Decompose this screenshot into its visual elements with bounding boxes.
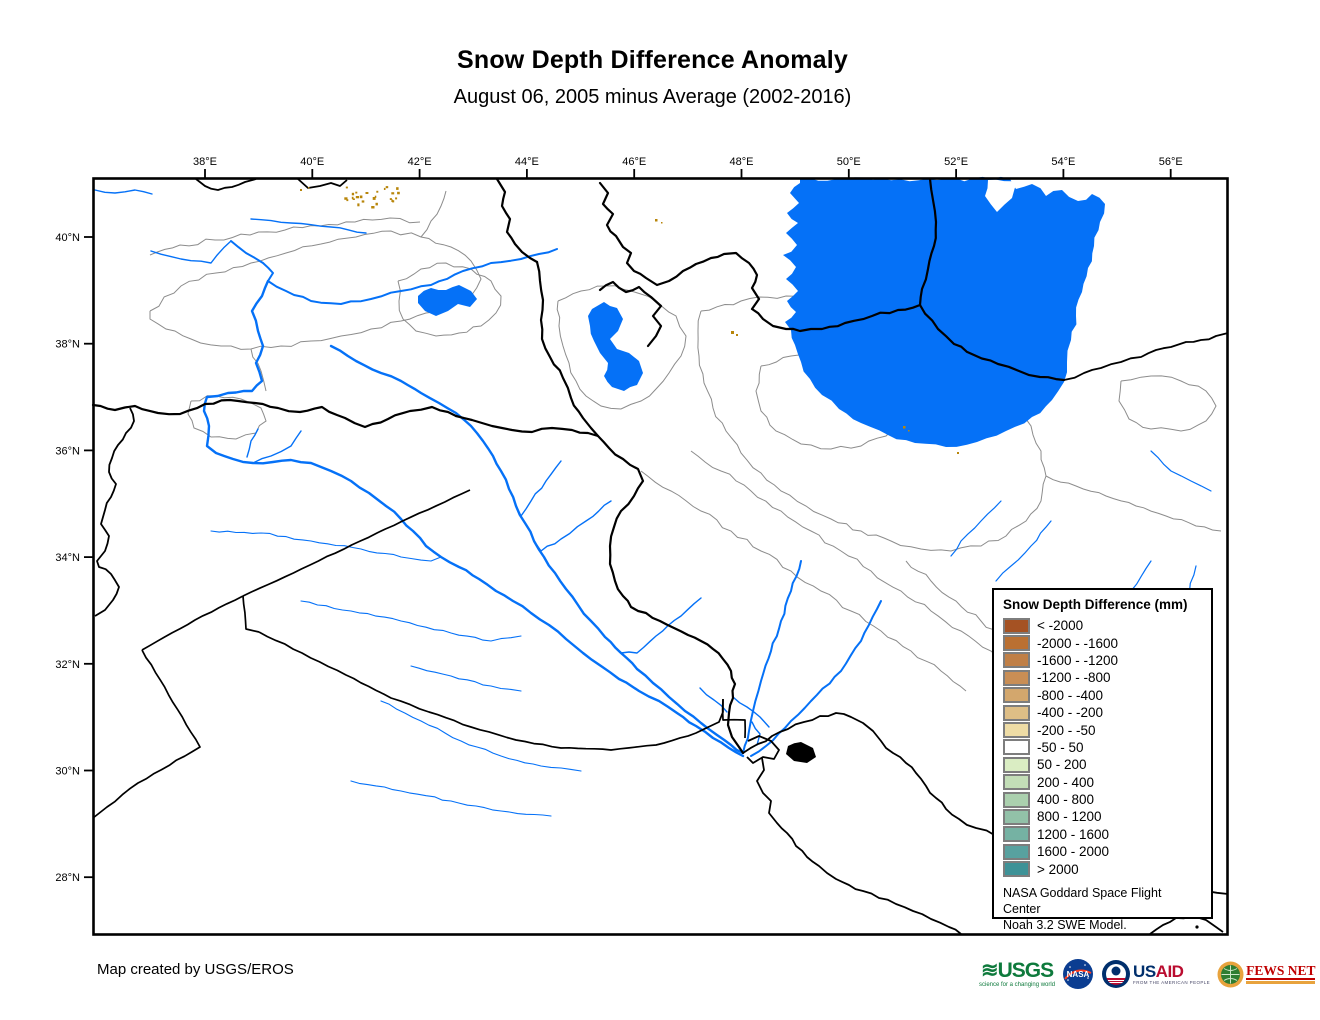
page-title: Snow Depth Difference Anomaly [456, 46, 849, 74]
axis-label-latitude: 30°N [55, 765, 80, 778]
axis-label-latitude: 32°N [55, 658, 80, 671]
legend-box [992, 588, 1213, 932]
anomaly-speckle [736, 334, 738, 336]
anomaly-speckle [346, 187, 348, 189]
fewsnet-logo-text: FEWS NET [1246, 964, 1315, 981]
watershed-boundary [150, 218, 420, 255]
usaid-logo-tagline: FROM THE AMERICAN PEOPLE [1133, 979, 1211, 985]
legend-row [1003, 634, 1202, 651]
anomaly-speckle [376, 191, 378, 193]
usaid-logo [1101, 959, 1210, 989]
watershed-boundary [1119, 376, 1216, 431]
axis-label-longitude: 50°E [836, 156, 861, 168]
legend-swatch [1003, 809, 1030, 825]
legend-swatch [1003, 739, 1030, 755]
anomaly-speckle [395, 197, 397, 199]
legend-label: 50 - 200 [1037, 757, 1087, 773]
legend-swatch [1003, 635, 1030, 651]
legend-swatch [1003, 774, 1030, 790]
legend-label: -50 - 50 [1037, 739, 1084, 755]
legend-row [1003, 652, 1202, 669]
river [268, 249, 557, 304]
border-iraq-saudi [259, 632, 723, 750]
river [253, 431, 301, 463]
anomaly-speckle [391, 192, 394, 194]
fewsnet-logo [1217, 961, 1315, 988]
river [151, 241, 231, 263]
legend-label: 400 - 800 [1037, 792, 1095, 808]
anomaly-speckle [300, 189, 302, 191]
legend-title: Snow Depth Difference (mm) [1003, 597, 1188, 612]
fewsnet-logo-bar [1246, 981, 1315, 984]
legend-label: -2000 - -1600 [1037, 635, 1119, 651]
coastline-persian-gulf-west [757, 758, 961, 934]
anomaly-speckle [903, 426, 906, 429]
anomaly-speckle [396, 187, 399, 190]
coastline-top-2 [298, 179, 347, 188]
river [301, 601, 521, 641]
legend-label: -1600 - -1200 [1037, 652, 1119, 668]
anomaly-speckle [357, 203, 359, 206]
legend-row [1003, 669, 1202, 686]
river [231, 241, 273, 281]
anomaly-speckle [731, 331, 734, 334]
legend-row [1003, 704, 1202, 721]
anomaly-speckle [346, 199, 348, 201]
legend-swatch [1003, 861, 1030, 877]
watershed-boundary [691, 451, 1016, 668]
axis-label-longitude: 40°E [300, 156, 325, 168]
legend-row [1003, 617, 1202, 634]
river [95, 190, 152, 194]
usaid-logo-emblem [1101, 959, 1131, 989]
axis-label-longitude: 38°E [193, 156, 217, 168]
coastline-top-1 [196, 179, 256, 190]
coastline-mediterranean-levant [95, 408, 134, 616]
shatt-al-arab-delta-marsh [786, 742, 816, 763]
anomaly-speckle [908, 430, 910, 432]
anomaly-speckle [384, 188, 386, 190]
legend-label: 200 - 400 [1037, 774, 1095, 790]
water-bodies-layer [418, 177, 1105, 447]
legend-row [1003, 791, 1202, 808]
anomaly-speckle [397, 192, 400, 195]
anomaly-speckle [355, 192, 357, 194]
river [1151, 451, 1211, 491]
watershed-boundary [557, 286, 686, 409]
legend-label: < -2000 [1037, 618, 1084, 634]
border-turkey-armenia [497, 179, 537, 262]
anomaly-speckle [362, 200, 365, 202]
legend-row [1003, 826, 1202, 843]
legend-row [1003, 860, 1202, 877]
river [331, 346, 743, 753]
caspian-sea [783, 177, 1105, 447]
border-kuwait [723, 699, 746, 738]
axis-label-longitude: 42°E [407, 156, 432, 168]
nasa-logo [1062, 958, 1094, 990]
attribution-text: Map created by USGS/EROS [97, 961, 294, 978]
anomaly-speckle [308, 187, 310, 189]
axis-label-latitude: 36°N [55, 445, 80, 458]
border-jordan-saudi-zigzag [93, 650, 200, 818]
legend-row [1003, 756, 1202, 773]
anomaly-speckle [356, 196, 359, 198]
legend-row [1003, 687, 1202, 704]
axis-label-latitude: 34°N [55, 552, 80, 565]
legend-row [1003, 808, 1202, 825]
river [381, 701, 581, 771]
legend-row [1003, 774, 1202, 791]
usaid-logo-text: USAID [1133, 961, 1184, 981]
nasa-logo-graphic [1062, 958, 1094, 990]
river [743, 561, 801, 753]
legend-swatch [1003, 652, 1030, 668]
axis-label-longitude: 54°E [1051, 156, 1076, 168]
legend-swatch [1003, 687, 1030, 703]
coastline-caspian-east [1064, 333, 1228, 380]
border-turkey-syria [93, 400, 456, 427]
usgs-logo-tagline: science for a changing world [979, 982, 1056, 988]
border-jordan-iraq [243, 596, 259, 632]
legend-label: > 2000 [1037, 861, 1079, 877]
legend-note-line2: Noah 3.2 SWE Model. [1003, 917, 1127, 932]
legend-row [1003, 721, 1202, 738]
river [204, 281, 743, 756]
border-iran-iraq [537, 262, 743, 753]
anomaly-speckle [366, 192, 369, 194]
axis-label-latitude: 38°N [55, 338, 80, 351]
legend-swatch [1003, 670, 1030, 686]
anomaly-speckle [373, 197, 376, 200]
legend-label: -200 - -50 [1037, 722, 1096, 738]
axis-label-latitude: 28°N [55, 872, 80, 885]
axis-label-latitude: 40°N [55, 232, 80, 244]
watershed-boundary [641, 471, 966, 691]
svg-text:NASA: NASA [1066, 970, 1090, 979]
watershed-boundary [1046, 476, 1221, 531]
river [751, 601, 881, 756]
anomaly-speckle [661, 222, 663, 224]
page-subtitle: August 06, 2005 minus Average (2002-2016) [453, 86, 852, 108]
river [516, 461, 561, 516]
legend-label: 800 - 1200 [1037, 809, 1102, 825]
legend-label: -400 - -200 [1037, 705, 1104, 721]
legend-swatch [1003, 618, 1030, 634]
legend-swatch [1003, 722, 1030, 738]
border-jordan-saudi [142, 596, 243, 650]
legend-label: -800 - -400 [1037, 687, 1104, 703]
anomaly-speckle [352, 193, 354, 196]
anomaly-speckle [353, 198, 355, 200]
watershed-boundary [421, 191, 446, 237]
legend-note-line1: NASA Goddard Space Flight Center [1003, 885, 1162, 916]
legend-swatch [1003, 757, 1030, 773]
river [996, 521, 1051, 581]
legend-row [1003, 843, 1202, 860]
lake-van [418, 285, 477, 316]
legend-label: 1600 - 2000 [1037, 844, 1110, 860]
anomaly-speckle [376, 203, 378, 206]
border-syria-iraq [243, 490, 470, 596]
anomaly-speckle [957, 452, 959, 454]
legend-rows [1003, 617, 1202, 878]
anomaly-speckle [655, 219, 658, 222]
axis-label-longitude: 46°E [622, 156, 647, 168]
lake-urmia [588, 302, 643, 391]
legend-label: -1200 - -800 [1037, 670, 1111, 686]
fewsnet-logo-globe [1217, 961, 1244, 988]
legend-label: 1200 - 1600 [1037, 826, 1110, 842]
river [621, 598, 701, 653]
axis-label-longitude: 48°E [729, 156, 754, 168]
axis-label-longitude: 44°E [514, 156, 539, 168]
anomaly-speckle [360, 196, 363, 199]
legend-swatch [1003, 792, 1030, 808]
axis-label-longitude: 52°E [944, 156, 969, 168]
axis-label-longitude: 56°E [1158, 156, 1183, 168]
river [951, 501, 1001, 556]
legend-row [1003, 739, 1202, 756]
usgs-logo-text: ≋USGS [980, 959, 1054, 982]
anomaly-speckle [386, 186, 389, 188]
river [351, 781, 551, 816]
logos-row [979, 953, 1316, 995]
legend-swatch [1003, 844, 1030, 860]
legend-swatch [1003, 705, 1030, 721]
river [534, 501, 611, 551]
anomaly-speckle [391, 200, 393, 203]
river [411, 666, 521, 691]
usgs-logo [979, 960, 1055, 988]
legend-swatch [1003, 826, 1030, 842]
legend-note [1003, 885, 1202, 933]
river [752, 722, 760, 745]
anomaly-speckle [371, 206, 374, 209]
